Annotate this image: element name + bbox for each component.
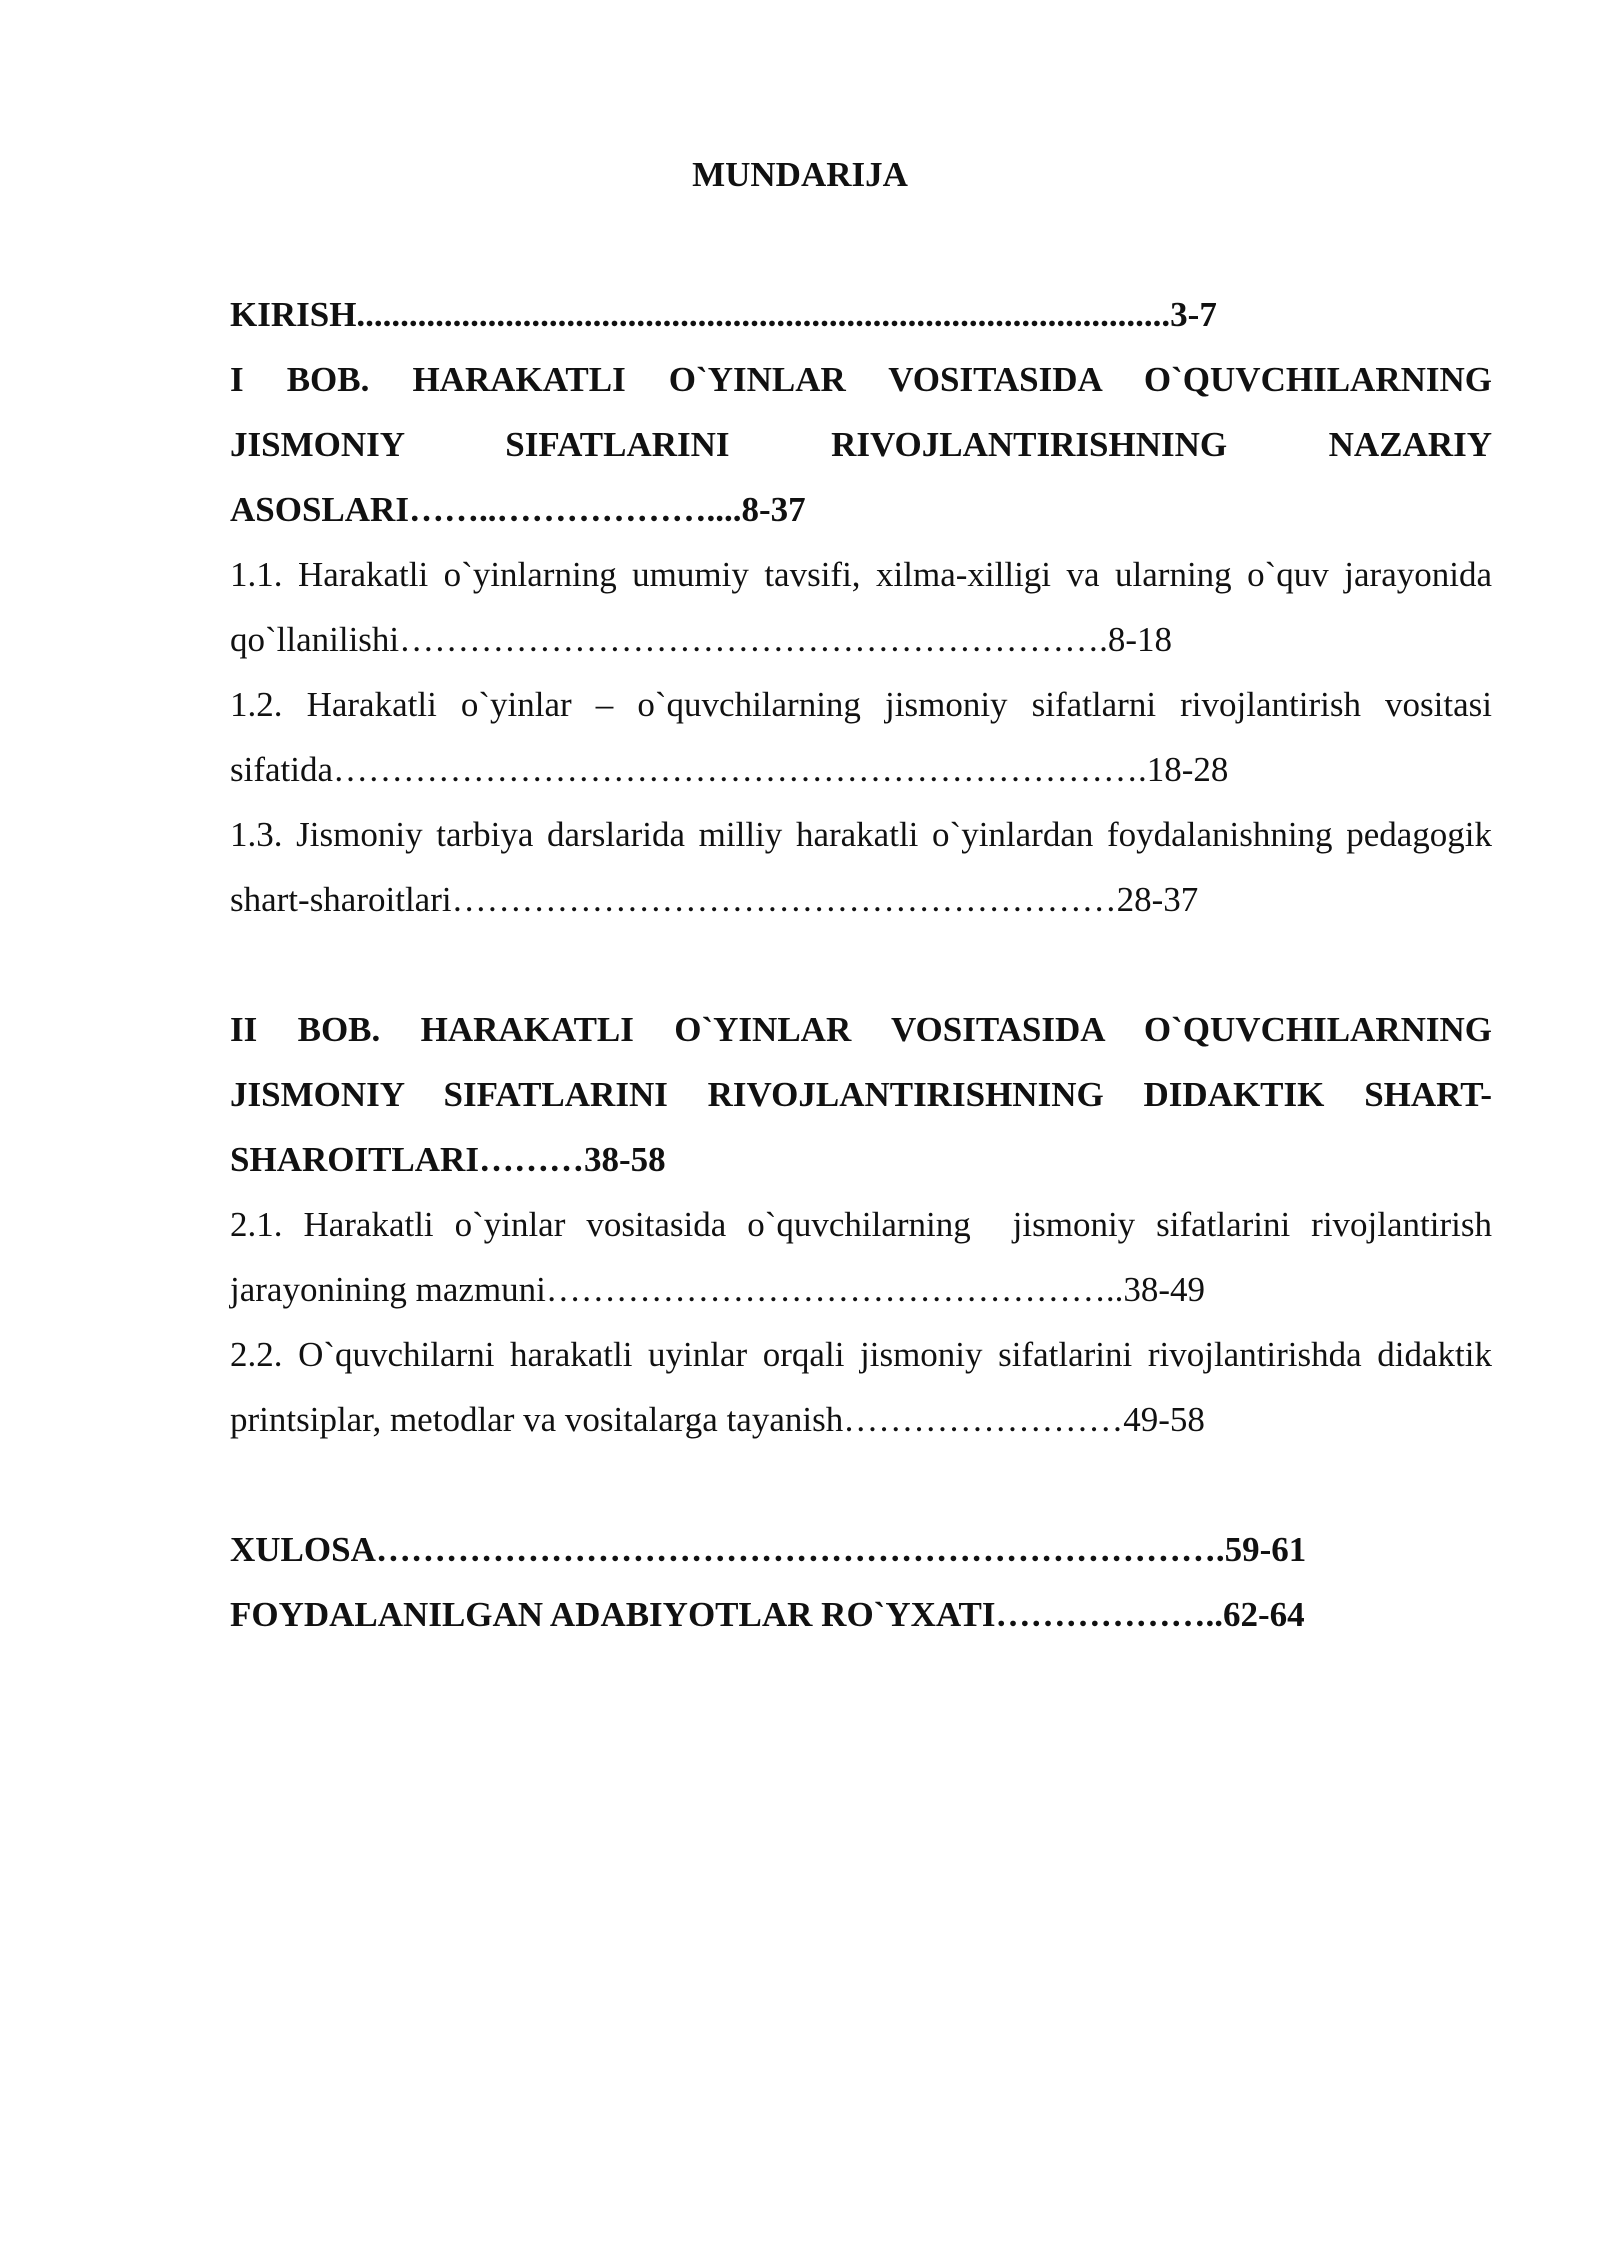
toc-section-1-1: 1.1. Harakatli o`yinlarning umumiy tavsifi, xilma-xilligi va ularning o`quv jarayonida qo`llanilishi…………………………………………………….8-18 (230, 555, 1501, 659)
toc-entry-xulosa: XULOSA……………………………………………………………….59-61 (230, 1530, 1307, 1569)
toc-section-2-2: 2.2. O`quvchilarni harakatli uyinlar orqali jismoniy sifatlarini rivojlantirishda didaktik printsiplar, metodlar va vositalarga tayanish……………………49-58 (230, 1335, 1501, 1439)
toc-chapter-1-heading: I BOB. HARAKATLI O`YINLAR VOSITASIDA O`QUVCHILARNING JISMONIY SIFATLARINI RIVOJLANTIRISHNING NAZARIY ASOSLARI……..………………....8-37 (230, 360, 1501, 529)
table-of-contents (230, 282, 1501, 1647)
toc-section-1-2: 1.2. Harakatli o`yinlar – o`quvchilarning jismoniy sifatlarni rivojlantirish vositasi sifatida…………………………………………………………….18-28 (230, 685, 1501, 789)
page-title: MUNDARIJA (692, 155, 908, 194)
toc-entry-kirish: KIRISH.............................................................................................3-7 (230, 295, 1217, 334)
section-spacer (230, 1452, 1492, 1517)
section-spacer (230, 932, 1492, 997)
toc-section-1-3: 1.3. Jismoniy tarbiya darslarida milliy harakatli o`yinlardan foydalanishning pedagogik shart-sharoitlari…………………………………………………28-37 (230, 815, 1501, 919)
toc-chapter-2-heading: II BOB. HARAKATLI O`YINLAR VOSITASIDA O`QUVCHILARNING JISMONIY SIFATLARINI RIVOJLANTIRISHNING DIDAKTIK SHART-SHAROITLARI………38-58 (230, 1010, 1501, 1179)
toc-entry-references: FOYDALANILGAN ADABIYOTLAR RO`YXATI………………..62-64 (230, 1595, 1305, 1634)
toc-section-2-1: 2.1. Harakatli o`yinlar vositasida o`quvchilarning jismoniy sifatlarini rivojlantirish jarayonining mazmuni…………………………………………..38-49 (230, 1205, 1501, 1309)
